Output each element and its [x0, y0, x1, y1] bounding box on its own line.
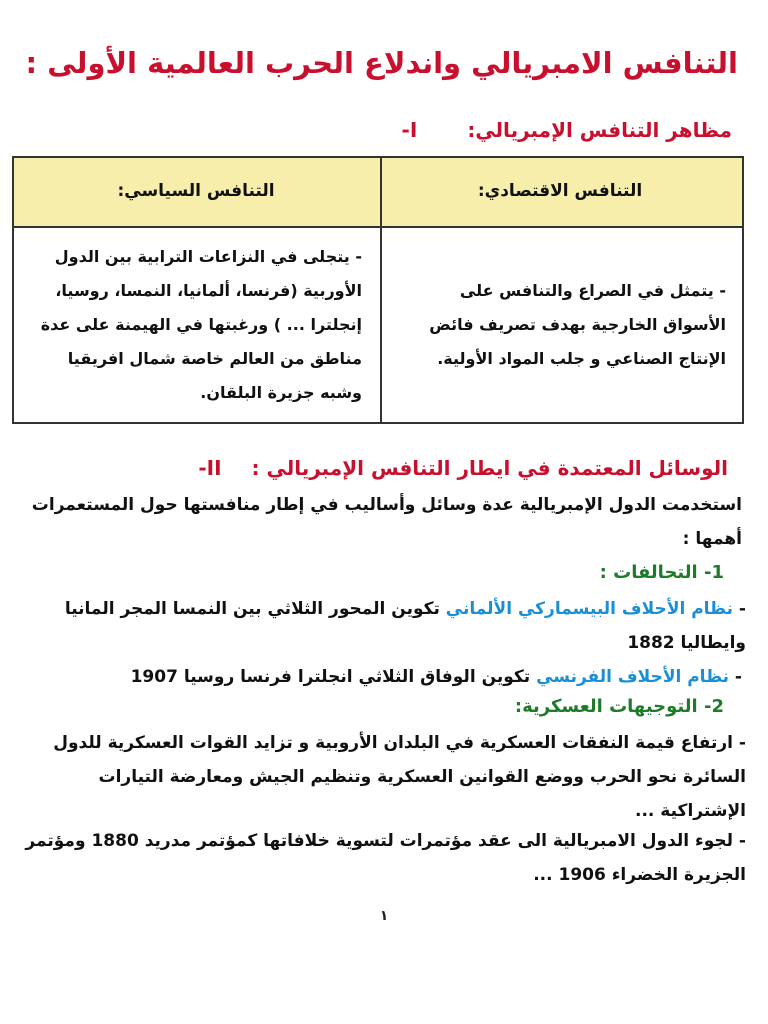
list-item-text: تكوين الوفاق الثلاثي انجلترا فرنسا روسيا 1907: [130, 667, 537, 687]
competition-table: [12, 156, 744, 424]
section-1-heading: [42, 118, 732, 142]
table-cell-economic-text: - يتمثل في الصراع والتنافس على الأسواق الخارجية بهدف تصريف فائض الإنتاج الصناعي و جلب المواد الأولية.: [429, 281, 726, 368]
subsection-military-heading: [44, 696, 724, 717]
list-item-text: تكوين المحور الثلاثي بين النمسا المجر المانيا وايطاليا 1882: [64, 599, 746, 653]
list-item: [8, 660, 742, 694]
bullet-marker: -: [729, 667, 742, 687]
highlighted-term: نظام الأحلاف البيسماركي الألماني: [445, 599, 734, 619]
table-header-economic: التنافس الاقتصادي:: [477, 181, 643, 201]
section-1-heading-text: مظاهر التنافس الإمبريالي:: [467, 118, 732, 142]
subsection-alliances-label: التحالفات :: [599, 562, 698, 583]
table-cell-political: [14, 228, 378, 422]
page-title: التنافس الامبريالي واندلاع الحرب العالمية الأولى :: [25, 46, 738, 80]
list-item: [12, 592, 746, 660]
section-2-intro: استخدمت الدول الإمبريالية عدة وسائل وأساليب في إطار منافستها حول المستعمرات أهمها :: [31, 495, 742, 549]
list-item: - ارتفاع قيمة النفقات العسكرية في البلدان الأروبية و تزايد القوات العسكرية للدول السائرة نحو الحرب ووضع القوانين العسكرية وتنظيم الجيش ومعارضة التيارات الإشتراكية ...: [53, 733, 746, 821]
table-header-political: التنافس السياسي:: [117, 181, 275, 201]
section-2-heading-text: الوسائل المعتمدة في ايطار التنافس الإمبريالي :: [251, 456, 728, 480]
subsection-alliances-number: 1-: [703, 562, 724, 583]
section-1-number: I-: [401, 118, 418, 142]
table-cell-economic: [378, 228, 742, 422]
highlighted-term: نظام الأحلاف الفرنسي: [536, 667, 730, 687]
page-number: ١: [379, 908, 389, 924]
bullet-marker: -: [733, 599, 746, 619]
subsection-military-number: 2-: [703, 696, 724, 717]
subsection-alliances-heading: [44, 562, 724, 583]
list-item: - لجوء الدول الامبريالية الى عقد مؤتمرات لتسوية خلافاتها كمؤتمر مدريد 1880 ومؤتمر الجزيرة الخضراء 1906 ...: [25, 831, 746, 885]
section-2-heading: [38, 456, 728, 480]
table-cell-political-text: - يتجلى في النزاعات الترابية بين الدول الأوربية (فرنسا، ألمانيا، النمسا، روسيا، إنجلترا ... ) ورغبتها في الهيمنة على عدة مناطق من العالم خاصة شمال افريقيا وشبه جزيرة البلقان.: [40, 247, 362, 402]
subsection-military-label: التوجيهات العسكرية:: [514, 696, 698, 717]
section-2-number: II-: [198, 456, 222, 480]
